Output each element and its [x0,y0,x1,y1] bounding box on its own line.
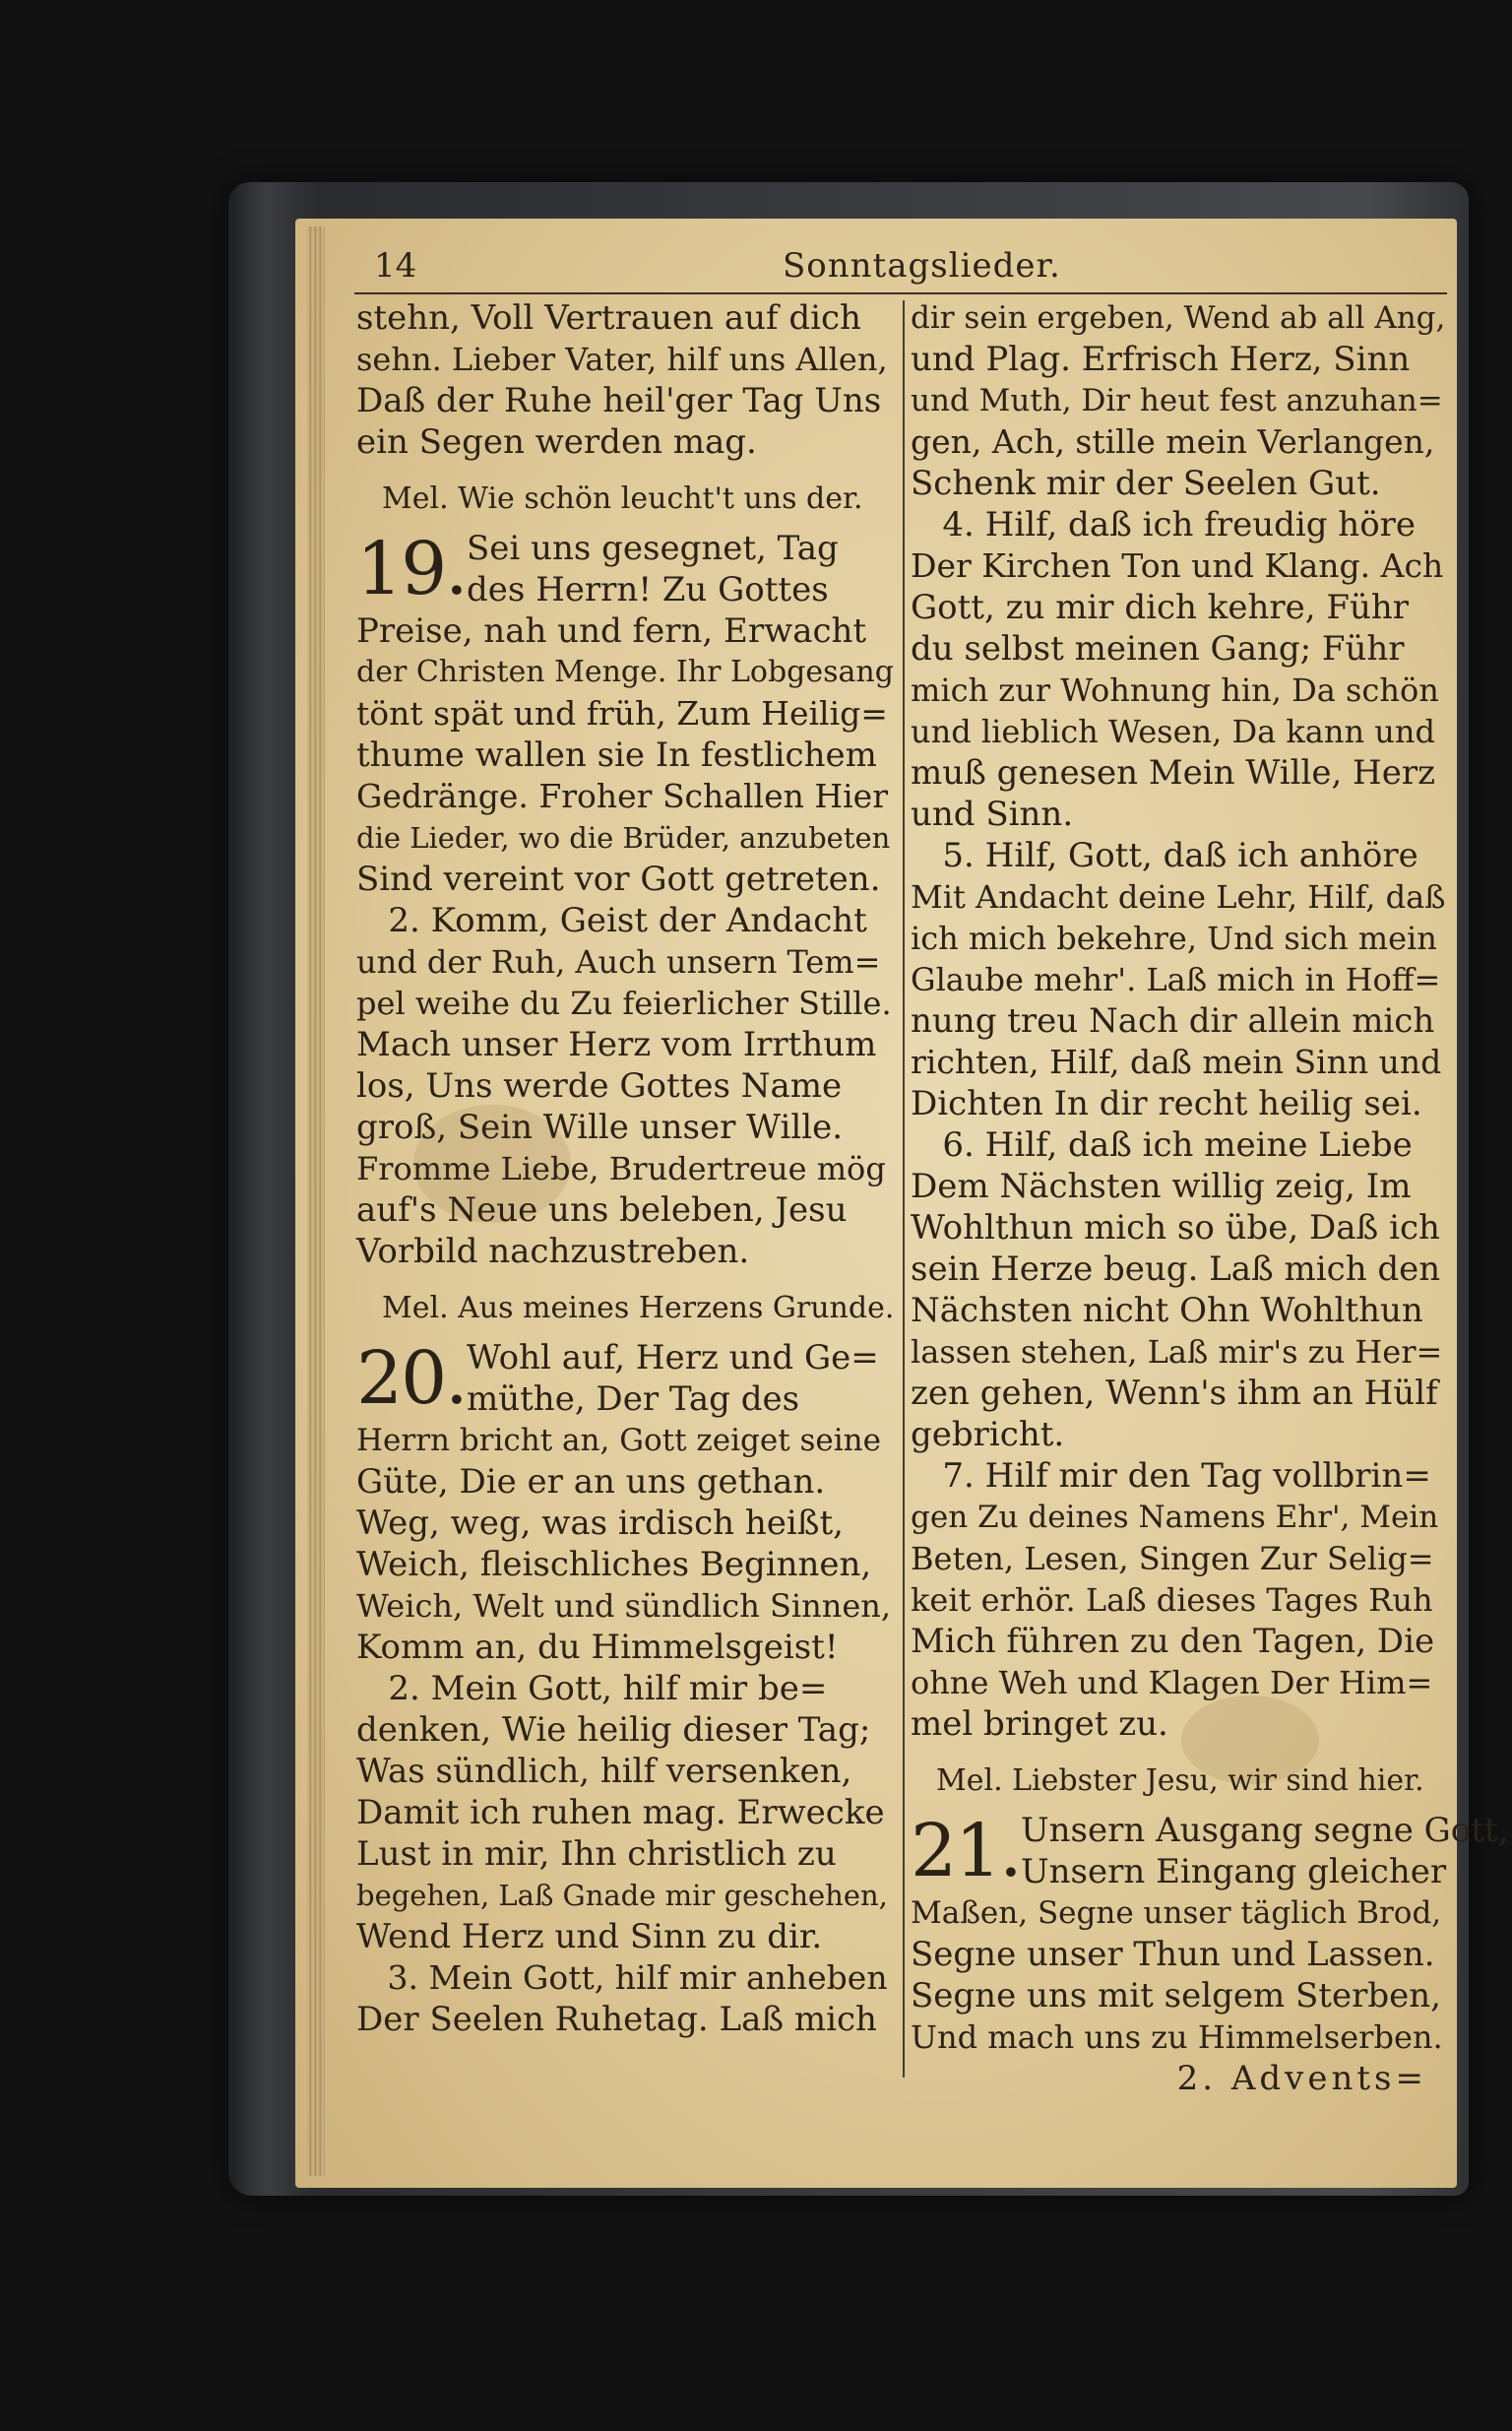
hymn-19 [356,528,896,1272]
text-line: Wohlthun mich so übe, Daß ich [911,1208,1440,1247]
continuation-text [356,297,896,463]
hymn-21 [911,1809,1509,2058]
text-line: pel weihe du Zu feierlicher Stille. [356,985,892,1022]
text-line: Beten, Lesen, Singen Zur Selig= [911,1540,1434,1577]
text-line: 4. Hilf, daß ich freudig höre [911,505,1417,544]
hymn-number: 20. [356,1336,467,1421]
text-line: mich zur Wohnung hin, Da schön [911,672,1439,709]
text-line: ohne Weh und Klagen Der Him= [911,1664,1433,1701]
right-column [911,297,1509,2099]
text-line: nung treu Nach dir allein mich [911,1001,1435,1041]
text-line: Gedränge. Froher Schallen Hier [356,777,888,815]
text-line: gebricht. [911,1415,1065,1454]
header-rule [354,292,1447,294]
catchword: 2. Advents= [1176,2059,1427,2098]
text-line: Sind vereint vor Gott getreten. [356,860,881,899]
page-number: 14 [374,246,417,286]
text-line: Und mach uns zu Himmelserben. [911,2018,1443,2056]
text-line: gen, Ach, stille mein Verlangen, [911,422,1435,461]
text-line: 2. Komm, Geist der Andacht [356,901,867,940]
text-line: Schenk mir der Seelen Gut. [911,464,1381,503]
text-line: der Christen Menge. Ihr Lobgesang [356,655,894,689]
text-line: tönt spät und früh, Zum Heilig= [356,694,888,733]
text-line: des Herrn! Zu Gottes [467,570,829,609]
text-line: begehen, Laß Gnade mir geschehen, [356,1879,888,1912]
text-line: muß genesen Mein Wille, Herz [911,753,1435,793]
text-line: Damit ich ruhen mag. Erwecke [356,1793,885,1832]
text-line: 5. Hilf, Gott, daß ich anhöre [911,836,1418,875]
text-line: Wohl auf, Herz und Ge= [467,1338,879,1377]
text-line: Mich führen zu den Tagen, Die [911,1622,1435,1661]
text-line: Maßen, Segne unser täglich Brod, [911,1895,1442,1931]
page-edges [307,226,325,2176]
text-line: 3. Mein Gott, hilf mir anheben [356,1958,888,1997]
text-line: Komm an, du Himmelsgeist! [356,1628,839,1667]
text-line: dir sein ergeben, Wend ab all Ang, [911,300,1446,336]
text-line: lassen stehen, Laß mir's zu Her= [911,1333,1443,1371]
text-line: Sei uns gesegnet, Tag [467,529,839,568]
text-line: mel bringet zu. [911,1704,1168,1744]
text-line: und Plag. Erfrisch Herz, Sinn [911,340,1411,379]
hymn-19-head [356,528,896,610]
melody-note-19: Mel. Wie schön leucht't uns der. [382,481,863,516]
left-column [356,297,896,2040]
text-line: ein Segen werden mag. [356,422,757,462]
text-line: Was sündlich, hilf versenken, [356,1752,852,1791]
hymn-20-head [356,1337,896,1420]
text-line: Weich, fleischliches Beginnen, [356,1545,872,1584]
text-line: und der Ruh, Auch unsern Tem= [356,943,881,981]
running-title: Sonntagslieder. [783,246,1061,286]
text-line: richten, Hilf, daß mein Sinn und [911,1043,1442,1081]
text-line: sehn. Lieber Vater, hilf uns Allen, [356,341,888,378]
text-line: Weich, Welt und sündlich Sinnen, [356,1587,892,1625]
text-line: sein Herze beug. Laß mich den [911,1249,1441,1289]
text-line: Güte, Die er an uns gethan. [356,1462,826,1502]
text-line: Glaube mehr'. Laß mich in Hoff= [911,961,1441,998]
text-line: Mit Andacht deine Lehr, Hilf, daß [911,878,1446,916]
text-line: du selbst meinen Gang; Führ [911,629,1405,669]
text-line: Daß der Ruhe heil'ger Tag Uns [356,381,882,420]
text-line: Herrn bricht an, Gott zeiget seine [356,1423,881,1458]
text-line: Segne unser Thun und Lassen. [911,1935,1435,1974]
text-line: und Sinn. [911,795,1074,834]
text-line: Preise, nah und fern, Erwacht [356,611,867,651]
text-line: Nächsten nicht Ohn Wohlthun [911,1291,1423,1330]
text-line: und Muth, Dir heut fest anzuhan= [911,383,1443,418]
text-line: zen gehen, Wenn's ihm an Hülf [911,1374,1438,1413]
text-line: groß, Sein Wille unser Wille. [356,1108,844,1147]
text-line: denken, Wie heilig dieser Tag; [356,1710,871,1750]
text-line: müthe, Der Tag des [467,1379,800,1419]
text-line: 6. Hilf, daß ich meine Liebe [911,1125,1413,1165]
text-line: auf's Neue uns beleben, Jesu [356,1190,848,1230]
text-line: Dem Nächsten willig zeig, Im [911,1167,1412,1206]
text-line: Der Seelen Ruhetag. Laß mich [356,2000,877,2039]
hymn-number: 19. [356,527,467,611]
text-line: ich mich bekehre, Und sich mein [911,920,1437,957]
text-line: Unsern Ausgang segne Gott, [1021,1811,1509,1850]
text-line: Fromme Liebe, Brudertreue mög [356,1150,886,1187]
text-line: und lieblich Wesen, Da kann und [911,713,1435,750]
text-line: Der Kirchen Ton und Klang. Ach [911,546,1444,585]
text-line: die Lieder, wo die Brüder, anzubeten [356,821,891,855]
melody-note-21: Mel. Liebster Jesu, wir sind hier. [936,1763,1424,1798]
text-line: Lust in mir, Ihn christlich zu [356,1834,837,1874]
column-divider [903,300,905,2078]
text-line: Dichten In dir recht heilig sei. [911,1084,1422,1123]
text-line: 2. Mein Gott, hilf mir be= [356,1669,828,1708]
hymn-21-head [911,1809,1509,1893]
page-header [374,246,1447,286]
text-line: Vorbild nachzustreben. [356,1232,750,1271]
text-line: keit erhör. Laß dieses Tages Ruh [911,1581,1433,1619]
text-line: 7. Hilf mir den Tag vollbrin= [911,1456,1431,1496]
text-line: Wend Herz und Sinn zu dir. [356,1917,823,1956]
text-line: Weg, weg, was irdisch heißt, [356,1503,844,1543]
text-line: Unsern Eingang gleicher [1021,1852,1447,1891]
text-line: thume wallen sie In festlichem [356,736,877,775]
text-line: los, Uns werde Gottes Name [356,1066,843,1106]
melody-note-20: Mel. Aus meines Herzens Grunde. [382,1291,895,1325]
text-line: stehn, Voll Vertrauen auf dich [356,298,861,338]
right-text [911,297,1447,1745]
hymn-20 [356,1337,896,2040]
text-line: gen Zu deines Namens Ehr', Mein [911,1500,1439,1535]
hymn-number: 21. [911,1809,1021,1893]
text-line: Segne uns mit selgem Sterben, [911,1976,1441,2015]
text-line: Gott, zu mir dich kehre, Führ [911,588,1409,627]
text-line: Mach unser Herz vom Irrthum [356,1025,877,1064]
